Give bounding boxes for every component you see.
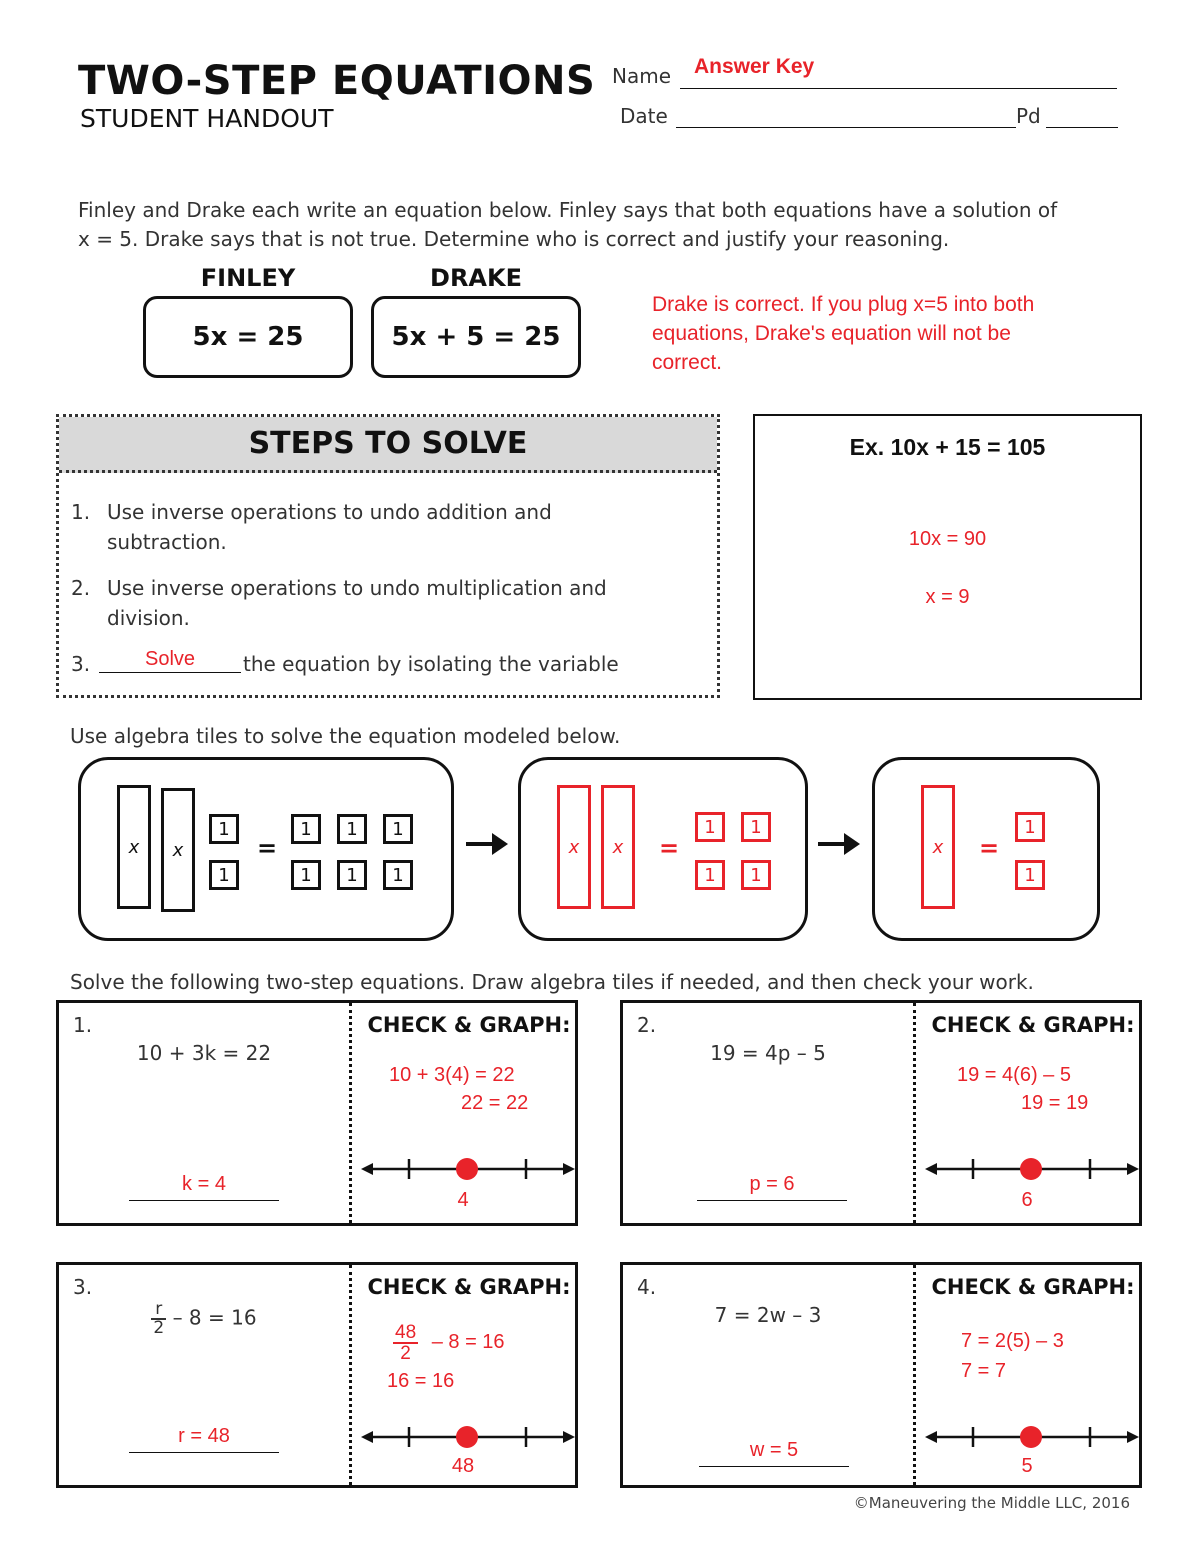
date-label: Date	[620, 104, 668, 128]
example-equation: Ex. 10x + 15 = 105	[849, 434, 1046, 460]
check-line-2: 7 = 7	[961, 1360, 1007, 1382]
problem-equation: $\frac{r}{2}$ – 8 = 16	[153, 1299, 257, 1338]
unit-tile: 1	[1015, 860, 1045, 890]
x-tile: x	[117, 785, 151, 909]
prompt-finley-drake	[78, 196, 1138, 254]
problem-number: 2.	[637, 1013, 657, 1037]
fraction: $\frac{r}{2}$	[153, 1299, 165, 1338]
equals-sign: =	[979, 834, 1000, 862]
tiles-model-start	[78, 757, 454, 941]
finley-equation-box	[143, 296, 353, 378]
equals-sign: =	[257, 834, 278, 862]
check-graph-label: CHECK & GRAPH:	[367, 1275, 571, 1299]
practice-prompt: Solve the following two-step equations. Draw algebra tiles if needed, and then check your work.	[70, 970, 1034, 994]
x-tile: x	[161, 788, 195, 912]
finley-equation: 5x = 25	[192, 322, 304, 352]
example-work-1: 10x = 90	[908, 528, 987, 550]
problem-number: 4.	[637, 1275, 657, 1299]
answer-blank[interactable]: p = 6	[697, 1173, 847, 1201]
point-label: 48	[451, 1455, 475, 1477]
unit-tile: 1	[337, 814, 367, 844]
step-3-text: the equation by isolating the variable	[243, 652, 619, 676]
check-line-2: 19 = 19	[1021, 1092, 1089, 1114]
problem-number: 3.	[73, 1275, 93, 1299]
check-line-2: 16 = 16	[387, 1370, 455, 1392]
name-value[interactable]: Answer Key	[694, 55, 815, 78]
name-line	[680, 88, 1117, 89]
step-2-text-b: division.	[107, 606, 190, 630]
equals-sign: =	[659, 834, 680, 862]
point-label: 5	[1021, 1455, 1033, 1477]
problem-2	[620, 1000, 1142, 1226]
step-3-number: 3.	[71, 652, 91, 676]
step-2-text-a: Use inverse operations to undo multiplication and	[107, 576, 607, 600]
answer-blank[interactable]: r = 48	[129, 1425, 279, 1453]
example-work-2: x = 9	[925, 586, 970, 608]
tiles-model-step-1	[518, 757, 808, 941]
number-line[interactable]	[361, 1153, 575, 1189]
step-1-number: 1.	[71, 500, 91, 524]
tiles-model-step-2	[872, 757, 1100, 941]
prompt-line-2: x = 5. Drake says that is not true. Determine who is correct and justify your reasoning.	[78, 227, 950, 251]
unit-tile: 1	[291, 814, 321, 844]
drake-equation: 5x + 5 = 25	[391, 322, 561, 352]
prompt-line-1: Finley and Drake each write an equation below. Finley says that both equations have a solution of	[78, 198, 1058, 222]
number-line[interactable]	[925, 1153, 1139, 1189]
unit-tile: 1	[695, 812, 725, 842]
answer-blank[interactable]: k = 4	[129, 1173, 279, 1201]
point-label: 4	[457, 1189, 469, 1211]
finley-label: FINLEY	[200, 264, 296, 292]
unit-tile: 1	[741, 812, 771, 842]
problem-3	[56, 1262, 578, 1488]
check-line-1: $\frac{48}{2}$ – 8 = 16	[395, 1322, 505, 1364]
justification-answer	[652, 290, 1034, 377]
check-line-1: 10 + 3(4) = 22	[389, 1064, 515, 1086]
period-label: Pd	[1016, 104, 1041, 128]
unit-tile: 1	[1015, 812, 1045, 842]
point-label: 6	[1021, 1189, 1033, 1211]
check-graph-label: CHECK & GRAPH:	[367, 1013, 571, 1037]
unit-tile: 1	[209, 814, 239, 844]
problem-number: 1.	[73, 1013, 93, 1037]
justification-line-3: correct.	[652, 351, 723, 374]
number-line[interactable]	[925, 1421, 1139, 1457]
unit-tile: 1	[741, 860, 771, 890]
arrow-right-icon	[466, 842, 496, 846]
worksheet-title: TWO-STEP EQUATIONS	[78, 58, 596, 104]
check-graph-label: CHECK & GRAPH:	[931, 1013, 1135, 1037]
step-1-text-b: subtraction.	[107, 530, 227, 554]
step-2-number: 2.	[71, 576, 91, 600]
arrow-right-icon	[818, 842, 848, 846]
check-line-2: 22 = 22	[461, 1092, 529, 1114]
x-tile: x	[601, 785, 635, 909]
unit-tile: 1	[291, 860, 321, 890]
example-box	[753, 414, 1142, 700]
justification-line-2: equations, Drake's equation will not be	[652, 322, 1011, 345]
drake-equation-box	[371, 296, 581, 378]
step-3-blank[interactable]	[99, 643, 241, 673]
period-line[interactable]	[1046, 127, 1118, 128]
step-1-text-a: Use inverse operations to undo addition and	[107, 500, 552, 524]
drake-label: DRAKE	[430, 264, 522, 292]
check-graph-label: CHECK & GRAPH:	[931, 1275, 1135, 1299]
justification-line-1: Drake is correct. If you plug x=5 into both	[652, 293, 1035, 316]
date-line[interactable]	[676, 127, 1016, 128]
step-3-answer: Solve	[144, 648, 196, 670]
answer-blank[interactable]: w = 5	[699, 1439, 849, 1467]
problem-equation: 7 = 2w – 3	[714, 1303, 822, 1327]
worksheet-subtitle: STUDENT HANDOUT	[80, 104, 334, 133]
name-label: Name	[612, 64, 672, 88]
x-tile: x	[557, 785, 591, 909]
copyright-footer: ©Maneuvering the Middle LLC, 2016	[853, 1494, 1130, 1512]
tiles-prompt: Use algebra tiles to solve the equation modeled below.	[70, 724, 621, 748]
steps-heading: STEPS TO SOLVE	[59, 417, 717, 473]
unit-tile: 1	[383, 860, 413, 890]
x-tile: x	[921, 785, 955, 909]
steps-to-solve-box	[56, 414, 720, 698]
check-line-1: 19 = 4(6) – 5	[957, 1064, 1071, 1086]
unit-tile: 1	[209, 860, 239, 890]
problem-equation: 10 + 3k = 22	[136, 1041, 272, 1065]
unit-tile: 1	[695, 860, 725, 890]
problem-4	[620, 1262, 1142, 1488]
problem-1	[56, 1000, 578, 1226]
check-line-1: 7 = 2(5) – 3	[961, 1330, 1064, 1352]
problem-equation: 19 = 4p – 5	[710, 1041, 826, 1065]
unit-tile: 1	[383, 814, 413, 844]
fraction: $\frac{48}{2}$	[395, 1322, 417, 1364]
unit-tile: 1	[337, 860, 367, 890]
number-line[interactable]	[361, 1421, 575, 1457]
